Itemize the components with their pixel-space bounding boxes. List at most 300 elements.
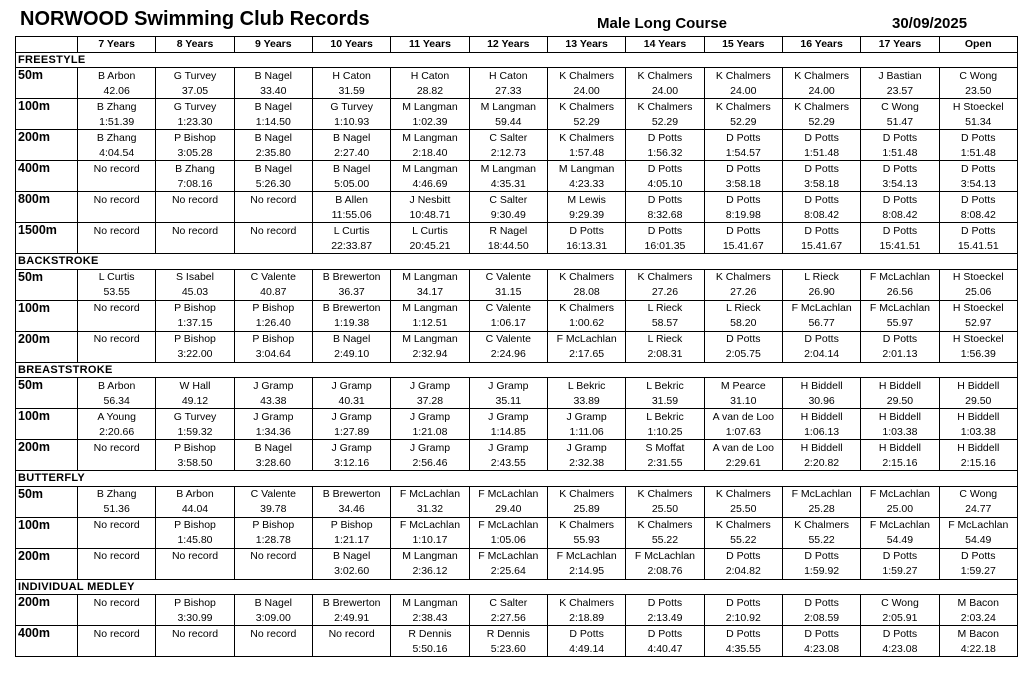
record-holder-name: J Bastian	[861, 68, 939, 84]
record-time: 2:36.12	[391, 564, 469, 580]
record-time: 1:56.39	[939, 347, 1017, 363]
record-holder-row	[16, 192, 1018, 208]
record-time-row	[16, 347, 1018, 363]
age-group-header: 9 Years	[234, 37, 312, 53]
record-time: 1:12.51	[391, 316, 469, 332]
record-holder-name: D Potts	[704, 161, 782, 177]
record-holder-name: B Zhang	[78, 130, 156, 146]
record-holder-name: J Gramp	[312, 409, 390, 425]
record-holder-name: H Biddell	[861, 378, 939, 394]
record-time: 54.49	[861, 533, 939, 549]
record-time: 1:00.62	[547, 316, 625, 332]
record-time: 3:54.13	[861, 176, 939, 192]
record-holder-name: B Arbon	[78, 378, 156, 394]
record-time: 1:54.57	[704, 145, 782, 161]
record-time: 2:15.16	[861, 455, 939, 471]
record-holder-name: P Bishop	[156, 595, 234, 611]
record-time	[234, 238, 312, 254]
record-time: 3:28.60	[234, 455, 312, 471]
record-holder-name: B Nagel	[234, 595, 312, 611]
record-holder-name: L Rieck	[626, 300, 704, 316]
record-time: 3:58.50	[156, 455, 234, 471]
record-holder-name: F McLachlan	[939, 517, 1017, 533]
record-holder-name: H Biddell	[782, 378, 860, 394]
record-time-row	[16, 285, 1018, 301]
record-holder-name: F McLachlan	[547, 331, 625, 347]
record-time: 24.00	[626, 83, 704, 99]
record-holder-name: M Bacon	[939, 595, 1017, 611]
record-holder-name: C Wong	[861, 99, 939, 115]
record-time: 1:59.92	[782, 564, 860, 580]
record-time: 55.22	[704, 533, 782, 549]
record-time	[78, 455, 156, 471]
record-holder-name: D Potts	[626, 595, 704, 611]
age-group-header: 17 Years	[861, 37, 939, 53]
record-holder-name: D Potts	[861, 161, 939, 177]
record-holder-row	[16, 378, 1018, 394]
record-time: 25.00	[861, 502, 939, 518]
record-holder-name: K Chalmers	[547, 269, 625, 285]
record-holder-name: K Chalmers	[626, 99, 704, 115]
record-time: 24.77	[939, 502, 1017, 518]
record-time: 56.77	[782, 316, 860, 332]
record-holder-name: P Bishop	[156, 130, 234, 146]
record-holder-name: A Young	[78, 409, 156, 425]
age-group-header: 16 Years	[782, 37, 860, 53]
record-time: 2:49.10	[312, 347, 390, 363]
record-time: 2:15.16	[939, 455, 1017, 471]
record-time: 1:10.25	[626, 424, 704, 440]
record-time: 1:28.78	[234, 533, 312, 549]
record-time: 42.06	[78, 83, 156, 99]
record-holder-name: S Isabel	[156, 269, 234, 285]
record-time: 25.28	[782, 502, 860, 518]
stroke-header-row	[16, 52, 1018, 68]
record-time: 1:07.63	[704, 424, 782, 440]
record-holder-name: C Salter	[469, 130, 547, 146]
record-holder-name: C Wong	[861, 595, 939, 611]
record-holder-name: M Bacon	[939, 626, 1017, 642]
record-time: 5:50.16	[391, 641, 469, 657]
record-time-row	[16, 502, 1018, 518]
record-time: 31.59	[626, 393, 704, 409]
event-distance: 100m	[16, 99, 78, 130]
record-holder-name: B Brewerton	[312, 300, 390, 316]
record-holder-name: H Biddell	[939, 378, 1017, 394]
date-label: 30/09/2025	[892, 15, 968, 32]
record-holder-name: F McLachlan	[782, 486, 860, 502]
record-holder-name: B Zhang	[78, 486, 156, 502]
record-time: 4:40.47	[626, 641, 704, 657]
record-time-row	[16, 564, 1018, 580]
record-holder-name: J Gramp	[391, 409, 469, 425]
record-time: 25.50	[704, 502, 782, 518]
record-holder-row	[16, 99, 1018, 115]
record-holder-name: C Salter	[469, 192, 547, 208]
record-holder-name: D Potts	[861, 331, 939, 347]
record-holder-name: C Valente	[234, 269, 312, 285]
record-holder-name: D Potts	[939, 130, 1017, 146]
record-holder-name: H Biddell	[861, 440, 939, 456]
record-holder-name: K Chalmers	[626, 486, 704, 502]
record-time: 29.50	[861, 393, 939, 409]
record-holder-name: B Nagel	[312, 130, 390, 146]
records-sheet	[15, 8, 1017, 657]
record-holder-name: B Nagel	[234, 99, 312, 115]
record-time: 24.00	[547, 83, 625, 99]
record-time-row	[16, 114, 1018, 130]
record-holder-name: J Gramp	[234, 378, 312, 394]
record-time: 1:59.27	[939, 564, 1017, 580]
record-holder-name: D Potts	[782, 130, 860, 146]
record-holder-name: B Brewerton	[312, 486, 390, 502]
record-time: 2:24.96	[469, 347, 547, 363]
record-holder-name: K Chalmers	[547, 130, 625, 146]
record-time: 58.20	[704, 316, 782, 332]
stroke-name: BACKSTROKE	[16, 254, 1018, 270]
event-distance: 800m	[16, 192, 78, 223]
record-holder-name: R Dennis	[469, 626, 547, 642]
record-holder-name: D Potts	[782, 548, 860, 564]
record-time: 16:13.31	[547, 238, 625, 254]
record-time: 2:38.43	[391, 610, 469, 626]
record-holder-row	[16, 548, 1018, 564]
record-time: 53.55	[78, 285, 156, 301]
record-holder-name: P Bishop	[156, 300, 234, 316]
record-holder-name: H Stoeckel	[939, 99, 1017, 115]
record-time: 28.82	[391, 83, 469, 99]
event-distance: 1500m	[16, 223, 78, 254]
record-holder-name: H Caton	[391, 68, 469, 84]
record-holder-name: D Potts	[547, 626, 625, 642]
record-time	[78, 641, 156, 657]
age-group-header: 12 Years	[469, 37, 547, 53]
record-time: 34.46	[312, 502, 390, 518]
record-time: 45.03	[156, 285, 234, 301]
record-time: 11:55.06	[312, 207, 390, 223]
record-holder-name: H Caton	[312, 68, 390, 84]
record-holder-name: D Potts	[861, 130, 939, 146]
record-holder-name: B Arbon	[78, 68, 156, 84]
page-title: NORWOOD Swimming Club Records	[20, 8, 370, 30]
record-time: 2:20.82	[782, 455, 860, 471]
corner-cell	[16, 37, 78, 53]
record-time: 1:06.13	[782, 424, 860, 440]
record-time: 2:31.55	[626, 455, 704, 471]
record-time: 3:58.18	[782, 176, 860, 192]
record-holder-name: No record	[312, 626, 390, 642]
record-holder-name: K Chalmers	[704, 486, 782, 502]
record-holder-name: P Bishop	[156, 331, 234, 347]
record-time: 2:20.66	[78, 424, 156, 440]
record-time: 34.17	[391, 285, 469, 301]
record-time	[78, 238, 156, 254]
event-distance: 100m	[16, 409, 78, 440]
record-holder-name: C Valente	[234, 486, 312, 502]
record-time: 2:56.46	[391, 455, 469, 471]
record-time: 51.47	[861, 114, 939, 130]
record-time: 1:11.06	[547, 424, 625, 440]
record-holder-name: K Chalmers	[704, 68, 782, 84]
record-time: 1:03.38	[861, 424, 939, 440]
event-distance: 400m	[16, 626, 78, 657]
record-holder-name: D Potts	[939, 192, 1017, 208]
record-holder-name: D Potts	[782, 223, 860, 239]
record-holder-row	[16, 331, 1018, 347]
record-time	[234, 641, 312, 657]
record-time: 54.49	[939, 533, 1017, 549]
record-holder-name: B Arbon	[156, 486, 234, 502]
record-time: 27.33	[469, 83, 547, 99]
record-time: 4:23.08	[782, 641, 860, 657]
record-holder-name: J Gramp	[547, 409, 625, 425]
record-time: 35.11	[469, 393, 547, 409]
record-holder-name: K Chalmers	[626, 269, 704, 285]
record-time: 9:29.39	[547, 207, 625, 223]
record-time: 39.78	[234, 502, 312, 518]
record-time: 31.59	[312, 83, 390, 99]
record-time-row	[16, 83, 1018, 99]
record-time-row	[16, 145, 1018, 161]
record-time: 37.28	[391, 393, 469, 409]
record-time: 2:08.76	[626, 564, 704, 580]
record-time: 1:51.39	[78, 114, 156, 130]
record-holder-name: D Potts	[782, 595, 860, 611]
record-time: 43.38	[234, 393, 312, 409]
record-time: 2:18.40	[391, 145, 469, 161]
record-holder-name: J Gramp	[234, 409, 312, 425]
record-holder-name: No record	[78, 161, 156, 177]
record-holder-name: No record	[78, 192, 156, 208]
record-time: 3:05.28	[156, 145, 234, 161]
record-time: 25.89	[547, 502, 625, 518]
event-distance: 200m	[16, 595, 78, 626]
record-holder-name: F McLachlan	[861, 517, 939, 533]
record-time: 7:08.16	[156, 176, 234, 192]
record-time: 8:32.68	[626, 207, 704, 223]
record-holder-name: No record	[78, 331, 156, 347]
record-holder-name: K Chalmers	[704, 99, 782, 115]
record-holder-row	[16, 68, 1018, 84]
record-holder-name: B Nagel	[234, 161, 312, 177]
record-holder-name: J Gramp	[391, 378, 469, 394]
record-holder-name: No record	[156, 548, 234, 564]
record-time: 27.26	[704, 285, 782, 301]
record-time	[234, 564, 312, 580]
stroke-header-row	[16, 254, 1018, 270]
record-holder-name: M Langman	[469, 99, 547, 115]
record-holder-name: J Gramp	[469, 440, 547, 456]
record-holder-row	[16, 517, 1018, 533]
record-holder-name: L Bekric	[547, 378, 625, 394]
record-time: 2:01.13	[861, 347, 939, 363]
age-group-header: 11 Years	[391, 37, 469, 53]
record-holder-name: C Wong	[939, 486, 1017, 502]
record-holder-name: C Valente	[469, 331, 547, 347]
record-time: 15:41.51	[861, 238, 939, 254]
stroke-header-row	[16, 362, 1018, 378]
record-holder-name: A van de Loo	[704, 409, 782, 425]
record-time: 33.40	[234, 83, 312, 99]
record-time: 59.44	[469, 114, 547, 130]
record-holder-name: No record	[78, 517, 156, 533]
record-time	[78, 347, 156, 363]
record-holder-name: K Chalmers	[547, 300, 625, 316]
record-time: 2:04.82	[704, 564, 782, 580]
record-holder-name: K Chalmers	[704, 269, 782, 285]
record-time	[78, 564, 156, 580]
age-group-header: 13 Years	[547, 37, 625, 53]
record-time: 56.34	[78, 393, 156, 409]
record-time: 2:13.49	[626, 610, 704, 626]
record-holder-name: No record	[78, 440, 156, 456]
record-holder-name: L Curtis	[312, 223, 390, 239]
record-holder-name: D Potts	[861, 192, 939, 208]
record-time: 4:35.31	[469, 176, 547, 192]
record-holder-name: L Curtis	[391, 223, 469, 239]
record-time	[156, 641, 234, 657]
record-time: 51.34	[939, 114, 1017, 130]
record-holder-row	[16, 626, 1018, 642]
record-holder-name: P Bishop	[156, 517, 234, 533]
record-time: 24.00	[782, 83, 860, 99]
record-holder-name: M Pearce	[704, 378, 782, 394]
record-holder-name: B Brewerton	[312, 269, 390, 285]
record-time: 8:08.42	[782, 207, 860, 223]
record-time: 1:06.17	[469, 316, 547, 332]
record-time: 1:59.27	[861, 564, 939, 580]
record-holder-name: No record	[234, 223, 312, 239]
record-time-row	[16, 176, 1018, 192]
record-time-row	[16, 207, 1018, 223]
record-time: 2:10.92	[704, 610, 782, 626]
record-holder-name: M Langman	[391, 300, 469, 316]
record-holder-name: G Turvey	[156, 409, 234, 425]
record-time: 2:12.73	[469, 145, 547, 161]
record-time: 28.08	[547, 285, 625, 301]
record-holder-name: D Potts	[626, 130, 704, 146]
record-time: 25.06	[939, 285, 1017, 301]
record-holder-name: M Langman	[469, 161, 547, 177]
record-time: 2:08.31	[626, 347, 704, 363]
record-holder-name: M Langman	[391, 269, 469, 285]
record-holder-row	[16, 130, 1018, 146]
record-holder-row	[16, 486, 1018, 502]
record-time: 2:14.95	[547, 564, 625, 580]
record-holder-name: D Potts	[782, 161, 860, 177]
record-holder-name: H Stoeckel	[939, 300, 1017, 316]
record-time	[78, 316, 156, 332]
record-holder-name: S Moffat	[626, 440, 704, 456]
record-holder-name: M Langman	[391, 331, 469, 347]
record-time: 2:04.14	[782, 347, 860, 363]
record-time: 31.15	[469, 285, 547, 301]
record-holder-name: F McLachlan	[391, 517, 469, 533]
record-holder-name: B Nagel	[234, 440, 312, 456]
record-holder-name: H Biddell	[782, 440, 860, 456]
record-time: 1:23.30	[156, 114, 234, 130]
record-holder-name: M Langman	[391, 161, 469, 177]
record-holder-name: D Potts	[782, 331, 860, 347]
record-time: 33.89	[547, 393, 625, 409]
record-holder-name: K Chalmers	[547, 595, 625, 611]
record-time: 27.26	[626, 285, 704, 301]
record-holder-name: F McLachlan	[626, 548, 704, 564]
record-holder-name: D Potts	[704, 626, 782, 642]
record-time: 1:05.06	[469, 533, 547, 549]
record-time: 4:23.33	[547, 176, 625, 192]
record-holder-name: No record	[156, 192, 234, 208]
record-time: 1:51.48	[939, 145, 1017, 161]
event-distance: 50m	[16, 378, 78, 409]
record-time-row	[16, 533, 1018, 549]
record-time: 24.00	[704, 83, 782, 99]
record-holder-name: J Gramp	[312, 378, 390, 394]
record-time-row	[16, 238, 1018, 254]
record-time: 15.41.51	[939, 238, 1017, 254]
age-group-header: 10 Years	[312, 37, 390, 53]
record-holder-name: D Potts	[626, 626, 704, 642]
record-holder-name: K Chalmers	[704, 517, 782, 533]
record-time	[156, 238, 234, 254]
record-time: 2:03.24	[939, 610, 1017, 626]
record-time: 2:43.55	[469, 455, 547, 471]
record-holder-name: L Rieck	[626, 331, 704, 347]
record-holder-name: J Gramp	[469, 378, 547, 394]
record-holder-name: L Bekric	[626, 409, 704, 425]
event-distance: 200m	[16, 440, 78, 471]
record-time-row	[16, 641, 1018, 657]
record-holder-name: D Potts	[782, 626, 860, 642]
record-time: 1:21.17	[312, 533, 390, 549]
record-time: 3:02.60	[312, 564, 390, 580]
course-label: Male Long Course	[597, 15, 728, 32]
record-time: 9:30.49	[469, 207, 547, 223]
record-time: 4:04.54	[78, 145, 156, 161]
event-distance: 50m	[16, 269, 78, 300]
event-distance: 50m	[16, 68, 78, 99]
record-holder-name: R Dennis	[391, 626, 469, 642]
record-time: 2:25.64	[469, 564, 547, 580]
record-time: 4:22.18	[939, 641, 1017, 657]
record-time: 2:08.59	[782, 610, 860, 626]
record-holder-row	[16, 595, 1018, 611]
record-holder-name: F McLachlan	[391, 486, 469, 502]
record-holder-name: No record	[234, 192, 312, 208]
record-holder-row	[16, 409, 1018, 425]
record-holder-name: K Chalmers	[547, 68, 625, 84]
record-time: 18:44.50	[469, 238, 547, 254]
record-time: 37.05	[156, 83, 234, 99]
record-holder-name: D Potts	[704, 130, 782, 146]
record-time: 4:49.14	[547, 641, 625, 657]
record-time: 1:57.48	[547, 145, 625, 161]
record-time: 29.40	[469, 502, 547, 518]
record-time: 1:14.50	[234, 114, 312, 130]
record-holder-name: F McLachlan	[469, 517, 547, 533]
record-time: 1:34.36	[234, 424, 312, 440]
record-time	[234, 207, 312, 223]
stroke-header-row	[16, 471, 1018, 487]
record-time: 3:12.16	[312, 455, 390, 471]
record-time	[78, 176, 156, 192]
record-time: 1:10.17	[391, 533, 469, 549]
record-holder-name: B Nagel	[234, 68, 312, 84]
record-holder-name: D Potts	[939, 161, 1017, 177]
record-holder-name: D Potts	[626, 161, 704, 177]
record-time: 5:23.60	[469, 641, 547, 657]
record-holder-name: No record	[234, 626, 312, 642]
